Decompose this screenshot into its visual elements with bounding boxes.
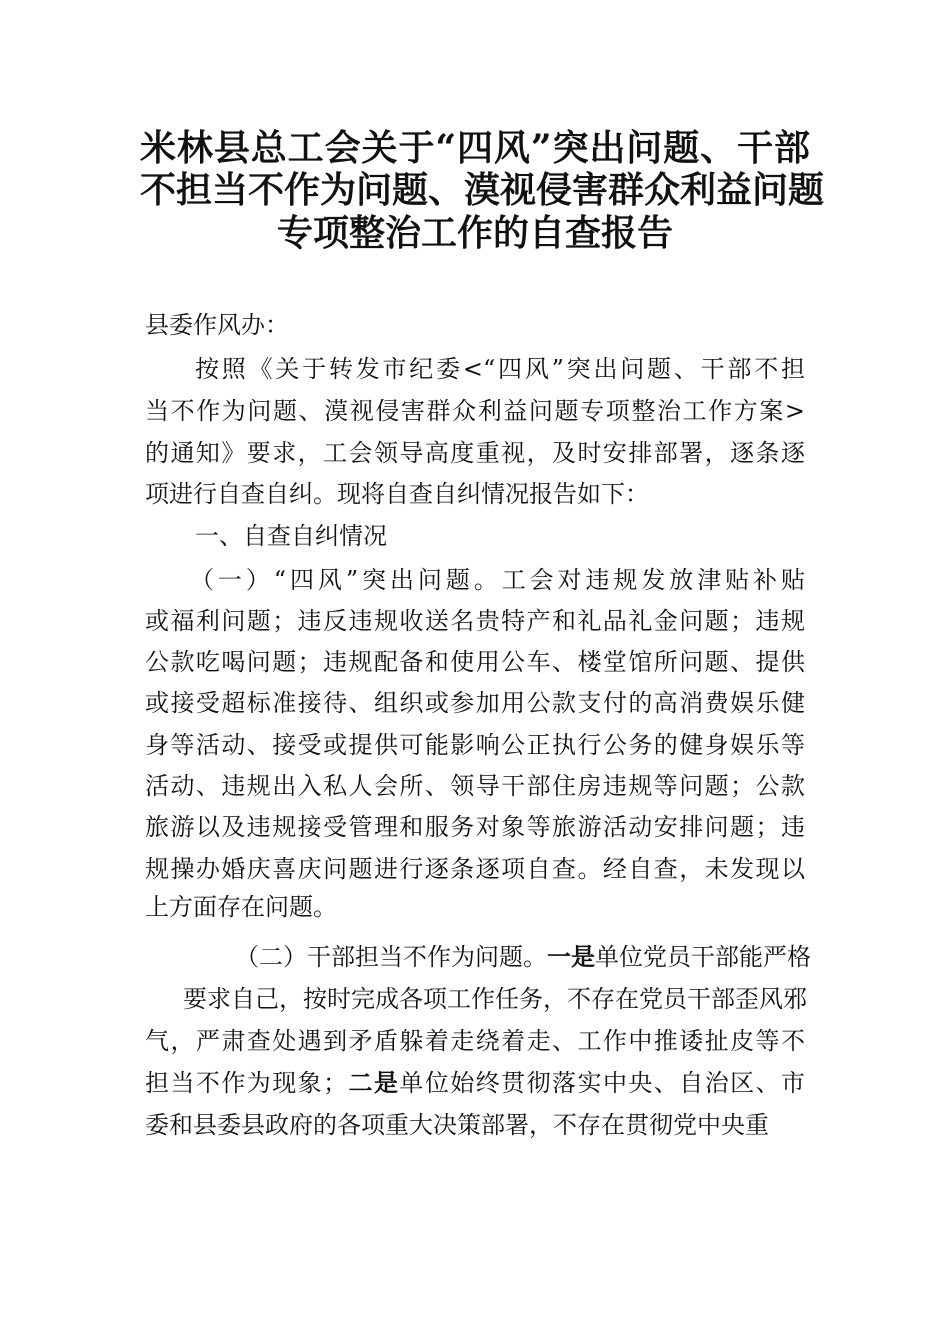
paragraph-line bbox=[195, 521, 387, 551]
bold-emphasis: 二是 bbox=[347, 1069, 400, 1097]
line-text: 一、自查自纠情况 bbox=[195, 522, 387, 550]
line-text: 当不作为问题、漠视侵害群众利益问题专项整治工作方案> bbox=[145, 397, 805, 425]
title-line-3: 专项整治工作的自查报告 bbox=[276, 212, 673, 254]
paragraph-line bbox=[235, 942, 811, 972]
line-text: 公款吃喝问题；违规配备和使用公车、楼堂馆所问题、提供 bbox=[145, 648, 805, 676]
line-text: 旅游以及违规接受管理和服务对象等旅游活动安排问题；违 bbox=[145, 813, 805, 841]
paragraph-line bbox=[145, 730, 805, 760]
line-text: 上方面存在问题。 bbox=[145, 893, 337, 921]
line-text: 委和县委县政府的各项重大决策部署，不存在贯彻党中央重 bbox=[145, 1111, 769, 1139]
paragraph-line bbox=[145, 438, 805, 468]
paragraph-line bbox=[145, 892, 337, 922]
paragraph-line bbox=[195, 354, 805, 384]
line-text: 要求自己，按时完成各项工作任务，不存在党员干部歪风邪 bbox=[183, 985, 807, 1013]
paragraph-line bbox=[145, 396, 805, 426]
paragraph-line bbox=[145, 812, 805, 842]
line-text: 规操办婚庆喜庆问题进行逐条逐项自查。经自查，未发现以 bbox=[145, 855, 805, 883]
paragraph-line bbox=[190, 565, 805, 595]
paragraph-line bbox=[145, 1026, 805, 1056]
line-text: 身等活动、接受或提供可能影响公正执行公务的健身娱乐等 bbox=[145, 731, 805, 759]
line-text: 按照《关于转发市纪委<“四风”突出问题、干部不担 bbox=[195, 355, 805, 383]
paragraph-line bbox=[145, 310, 289, 340]
line-text: 担当不作为现象； bbox=[145, 1069, 348, 1097]
paragraph-line bbox=[145, 854, 805, 884]
paragraph-line bbox=[145, 647, 805, 677]
paragraph-line bbox=[183, 984, 805, 1014]
paragraph-line bbox=[145, 479, 649, 509]
line-text: 县委作风办： bbox=[145, 311, 289, 339]
paragraph-line bbox=[145, 688, 805, 718]
paragraph-line bbox=[145, 1110, 769, 1140]
line-text: 或接受超标准接待、组织或参加用公款支付的高消费娱乐健 bbox=[145, 689, 805, 717]
paragraph-line bbox=[145, 771, 805, 801]
line-text: 的通知》要求，工会领导高度重视，及时安排部署，逐条逐 bbox=[145, 439, 805, 467]
paragraph-line bbox=[145, 606, 805, 636]
title-line-1: 米林县总工会关于“四风”突出问题、干部 bbox=[140, 127, 810, 169]
title-line-2: 不担当不作为问题、漠视侵害群众利益问题 bbox=[140, 169, 825, 211]
line-text: 气，严肃查处遇到矛盾躲着走绕着走、工作中推诿扯皮等不 bbox=[145, 1027, 805, 1055]
bold-emphasis: 一是 bbox=[547, 943, 595, 971]
line-text: 或福利问题；违反违规收送名贵特产和礼品礼金问题；违规 bbox=[145, 607, 805, 635]
line-text: （一）“四风”突出问题。工会对违规发放津贴补贴 bbox=[190, 566, 805, 594]
line-text: 单位党员干部能严格 bbox=[595, 943, 811, 971]
paragraph-line bbox=[145, 1068, 805, 1098]
line-text: 活动、违规出入私人会所、领导干部住房违规等问题；公款 bbox=[145, 772, 805, 800]
line-text: 项进行自查自纠。现将自查自纠情况报告如下： bbox=[145, 480, 649, 508]
line-text: 单位始终贯彻落实中央、自治区、市 bbox=[399, 1069, 806, 1097]
line-text: （二）干部担当不作为问题。 bbox=[235, 943, 547, 971]
